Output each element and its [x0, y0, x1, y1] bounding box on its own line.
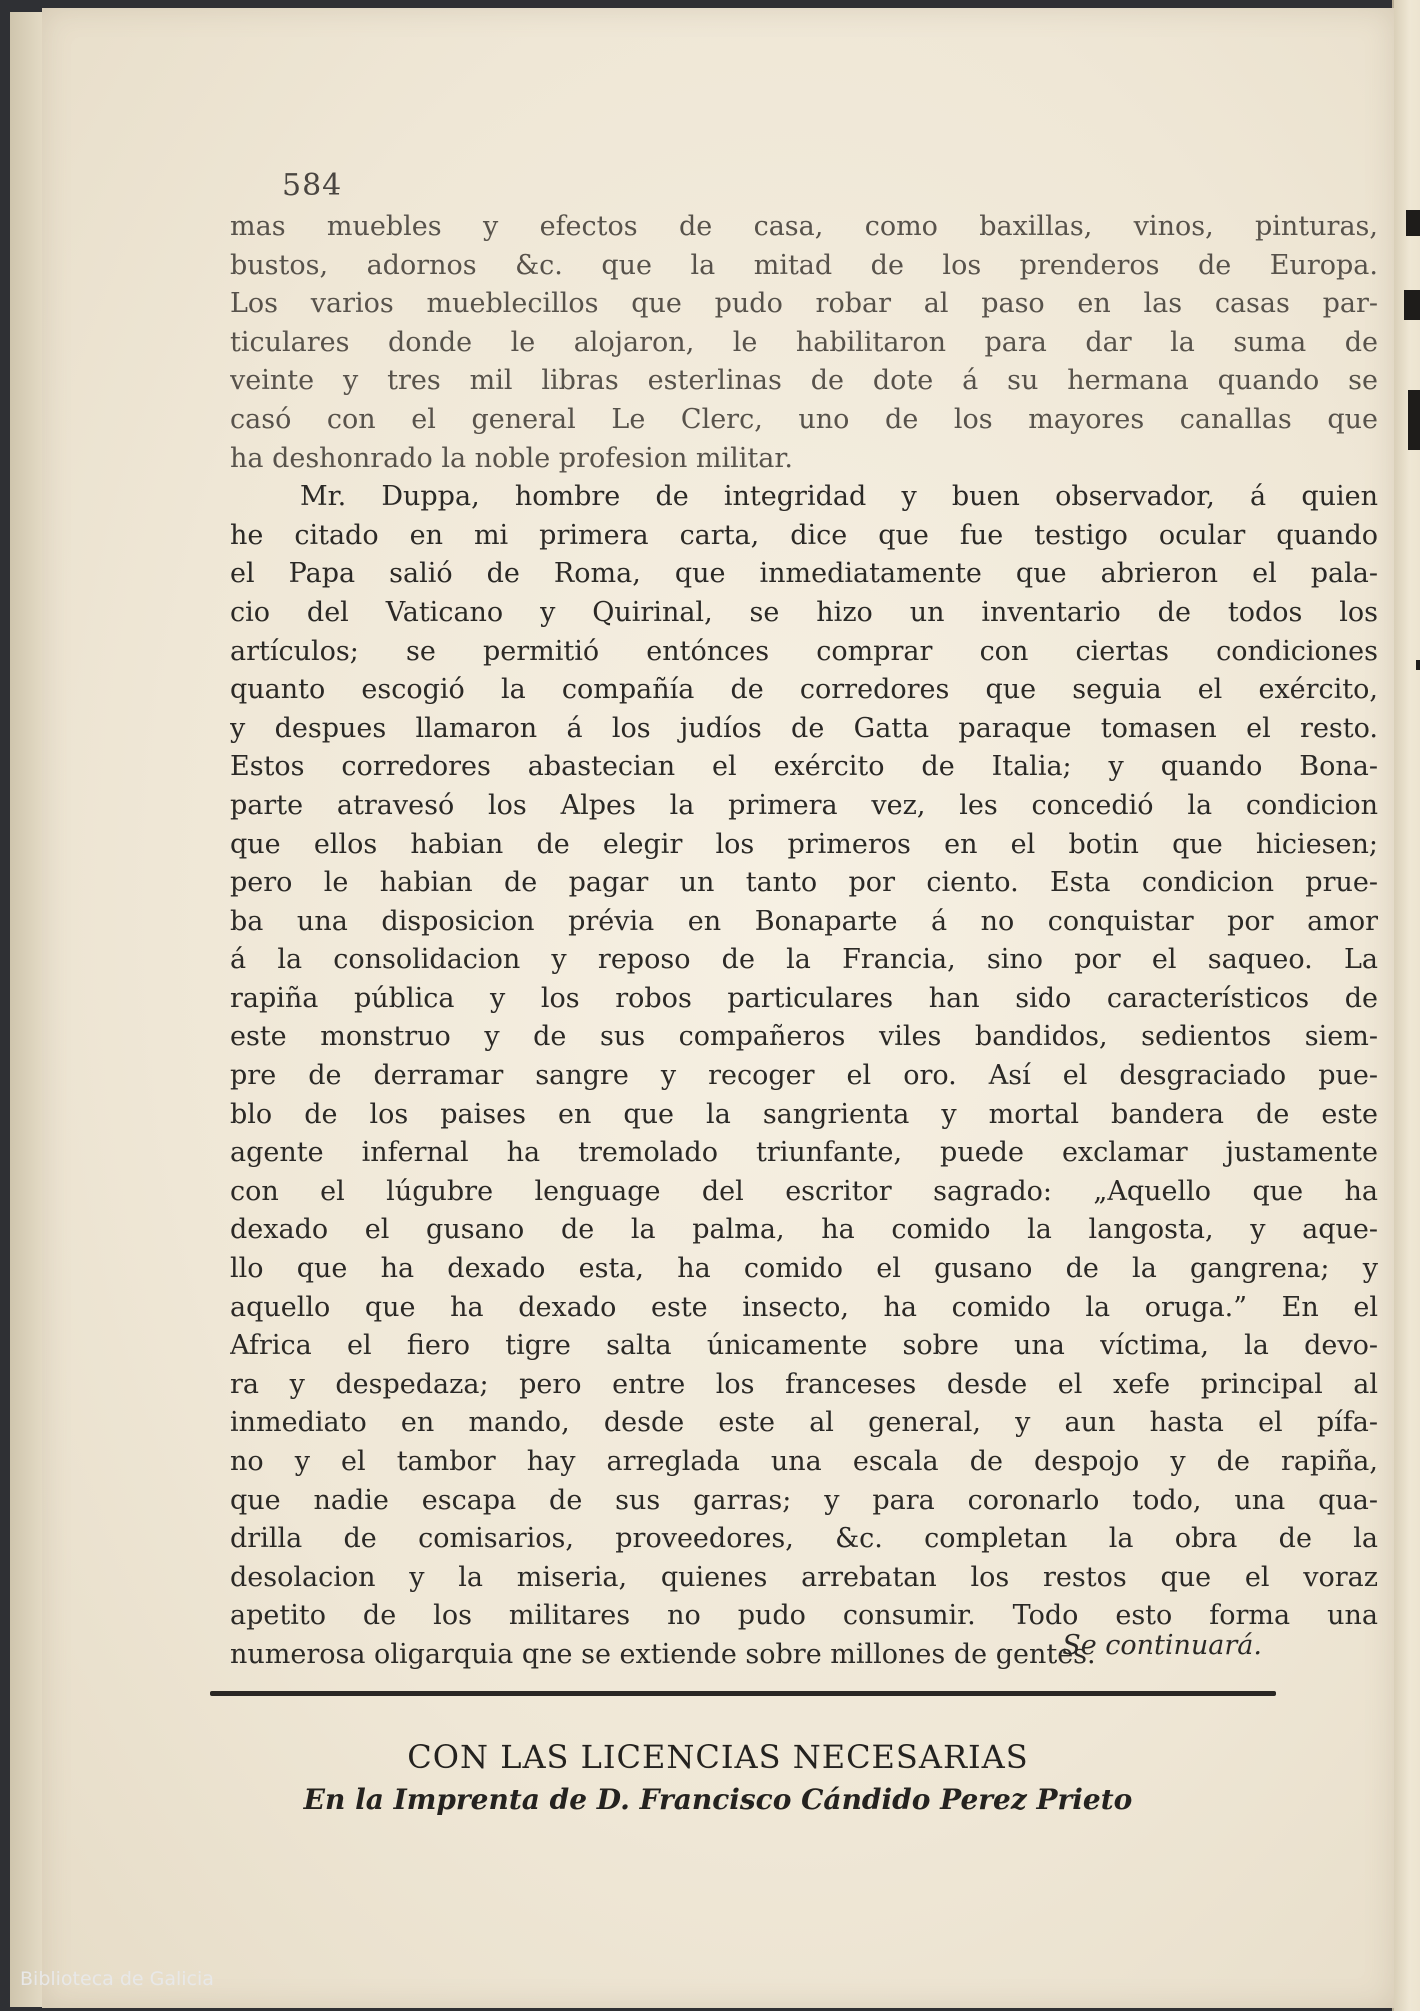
library-watermark: Biblioteca de Galicia: [20, 1968, 214, 1990]
text-line: artículos; se permitió entónces comprar con ciertas condiciones: [230, 635, 1378, 667]
text-line: desolacion y la miseria, quienes arrebatan los restos que el voraz: [230, 1561, 1378, 1593]
text-line: ra y despedaza; pero entre los franceses desde el xefe principal al: [230, 1368, 1378, 1400]
text-line: inmediato en mando, desde este al general, y aun hasta el pífa-: [230, 1407, 1378, 1439]
text-line: el Papa salió de Roma, que inmediatamente que abrieron el pala-: [230, 558, 1378, 590]
text-line: Africa el fiero tigre salta únicamente sobre una víctima, la devo-: [230, 1330, 1378, 1362]
text-line: aquello que ha dexado este insecto, ha comido la oruga.” En el: [230, 1291, 1378, 1323]
text-line: agente infernal ha tremolado triunfante, puede exclamar justamente: [230, 1137, 1378, 1169]
text-line: parte atravesó los Alpes la primera vez, les concedió la condicion: [230, 789, 1378, 821]
text-line: veinte y tres mil libras esterlinas de dote á su hermana quando se: [230, 365, 1378, 397]
text-line: ba una disposicion prévia en Bonaparte á no conquistar por amor: [230, 905, 1378, 937]
text-line: llo que ha dexado esta, ha comido el gusano de la gangrena; y: [230, 1253, 1378, 1285]
text-line: no y el tambor hay arreglada una escala de despojo y de rapiña,: [230, 1446, 1378, 1477]
text-line: pre de derramar sangre y recoger el oro. Así el desgraciado pue-: [230, 1060, 1378, 1092]
text-line: mas muebles y efectos de casa, como baxillas, vinos, pinturas,: [230, 211, 1378, 242]
text-line: á la consolidacion y reposo de la Francia, sino por el saqueo. La: [230, 944, 1378, 976]
text-line: Los varios mueblecillos que pudo robar al paso en las casas par-: [230, 288, 1378, 320]
text-line: que nadie escapa de sus garras; y para coronarlo todo, una qua-: [230, 1484, 1378, 1516]
printer-line: En la Imprenta de D. Francisco Cándido Perez Prieto: [303, 1783, 1133, 1816]
text-line: cio del Vaticano y Quirinal, se hizo un inventario de todos los: [230, 596, 1378, 628]
page-number: 584: [282, 168, 343, 203]
text-line: ticulares donde le alojaron, le habilitaron para dar la suma de: [230, 326, 1378, 358]
text-line: Estos corredores abastecian el exército de Italia; y quando Bona-: [230, 751, 1378, 783]
text-line: quanto escogió la compañía de corredores que seguia el exército,: [230, 674, 1378, 706]
text-line: que ellos habian de elegir los primeros en el botin que hiciesen;: [230, 828, 1378, 860]
text-line: Mr. Duppa, hombre de integridad y buen observador, á quien: [300, 481, 1378, 513]
body-text: [230, 208, 1378, 1675]
text-line: ha deshonrado la noble profesion militar.: [230, 442, 793, 474]
text-line: bustos, adornos &c. que la mitad de los prenderos de Europa.: [230, 249, 1378, 281]
license-line: CON LAS LICENCIAS NECESARIAS: [407, 1738, 1029, 1776]
text-line: drilla de comisarios, proveedores, &c. completan la obra de la: [230, 1523, 1378, 1555]
text-line: blo de los paises en que la sangrienta y mortal bandera de este: [230, 1098, 1378, 1130]
section-rule: [210, 1691, 1276, 1696]
text-line: y despues llamaron á los judíos de Gatta paraque tomasen el resto.: [230, 712, 1378, 744]
text-line: he citado en mi primera carta, dice que fue testigo ocular quando: [230, 519, 1378, 551]
facing-page-edge: [1392, 0, 1420, 2011]
text-line: este monstruo y de sus compañeros viles bandidos, sedientos siem-: [230, 1021, 1378, 1053]
continuation-note: Se continuará.: [1062, 1630, 1262, 1661]
text-line: pero le habian de pagar un tanto por ciento. Esta condicion prue-: [230, 867, 1378, 899]
text-line: apetito de los militares no pudo consumir. Todo esto forma una: [230, 1600, 1378, 1632]
text-line: dexado el gusano de la palma, ha comido la langosta, y aque-: [230, 1214, 1378, 1246]
text-line: numerosa oligarquia qne se extiende sobre millones de gentes.: [230, 1638, 1096, 1670]
page: [42, 8, 1394, 2008]
text-line: con el lúgubre lenguage del escritor sagrado: „Aquello que ha: [230, 1175, 1378, 1207]
text-line: casó con el general Le Clerc, uno de los mayores canallas que: [230, 403, 1378, 435]
text-line: rapiña pública y los robos particulares han sido característicos de: [230, 982, 1378, 1014]
